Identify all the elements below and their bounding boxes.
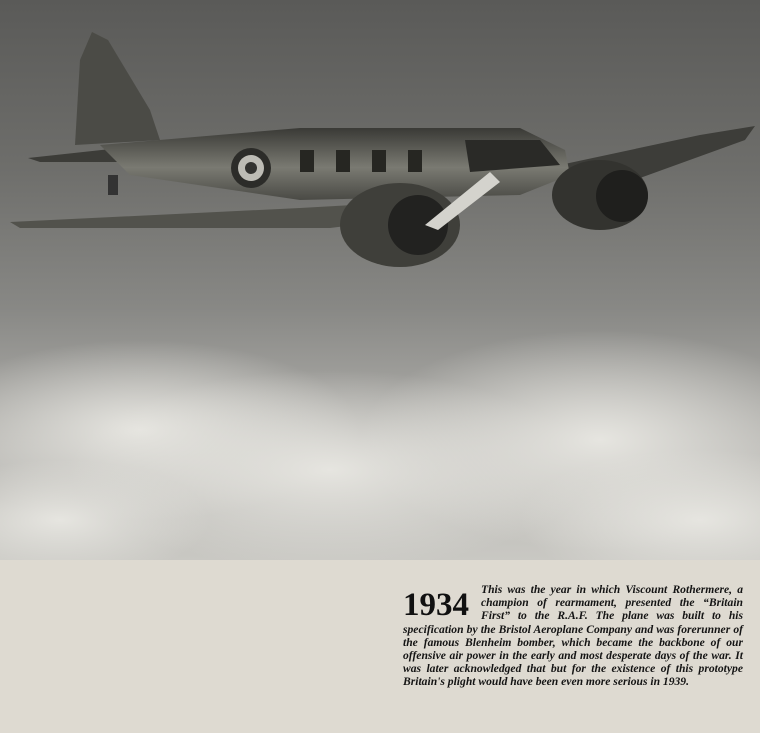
caption-text: This was the year in which Viscount Rothermere, a champion of rearmament, presented the “Britain First” to the R.A.F. The plane was built to his specification by the Bristol Aeroplane Company and was forerunner of the famous Blenheim bomber, which became the backbone of our offensive air power in the early and most desperate days of the war. It was later acknowledged that but for the existence of this prototype Britain's plight would have been even more serious in 1939. [403,583,743,689]
caption [403,583,743,689]
caption-year: 1934 [403,587,469,623]
